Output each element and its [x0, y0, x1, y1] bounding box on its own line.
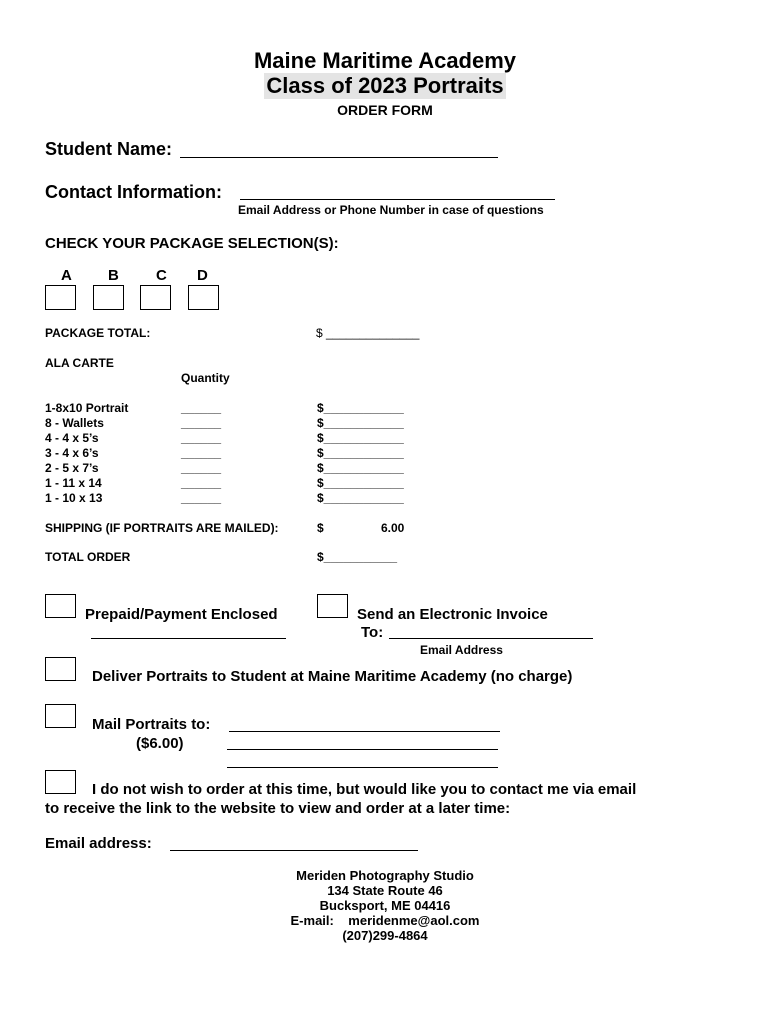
- package-c-label: C: [156, 267, 167, 284]
- contact-info-field[interactable]: [240, 199, 555, 200]
- item-price-field[interactable]: $____________: [317, 431, 404, 445]
- package-c-checkbox[interactable]: [140, 285, 171, 310]
- form-title: Maine Maritime Academy: [253, 48, 517, 73]
- contact-info-label: Contact Information:: [45, 182, 222, 202]
- contact-later-line-2: to receive the link to the website to view and order at a later time:: [45, 800, 511, 817]
- package-b-checkbox[interactable]: [93, 285, 124, 310]
- package-selection-heading: CHECK YOUR PACKAGE SELECTION(S):: [45, 235, 339, 252]
- mail-portraits-label: Mail Portraits to:: [92, 716, 211, 733]
- total-order-label: TOTAL ORDER: [45, 550, 131, 564]
- electronic-invoice-checkbox[interactable]: [317, 594, 348, 618]
- deliver-to-student-label: Deliver Portraits to Student at Maine Maritime Academy (no charge): [92, 668, 573, 685]
- contact-later-line-1: I do not wish to order at this time, but would like you to contact me via email: [92, 781, 637, 798]
- form-subtitle: Class of 2023 Portraits: [266, 73, 504, 98]
- student-name-label: Student Name:: [45, 139, 173, 159]
- prepaid-checkbox[interactable]: [45, 594, 76, 618]
- shipping-label: SHIPPING (IF PORTRAITS ARE MAILED):: [45, 521, 279, 535]
- quantity-header: Quantity: [181, 371, 230, 385]
- prepaid-field[interactable]: [91, 638, 286, 639]
- item-qty-field[interactable]: ______: [181, 491, 222, 505]
- item-label: 3 - 4 x 6’s: [45, 446, 99, 460]
- mail-portraits-checkbox[interactable]: [45, 704, 76, 728]
- item-label: 4 - 4 x 5’s: [45, 431, 99, 445]
- order-form-label: ORDER FORM: [337, 102, 433, 118]
- studio-name: Meriden Photography Studio: [296, 868, 474, 883]
- form-subtitle-wrap: [0, 73, 770, 99]
- mail-fee-label: ($6.00): [136, 735, 184, 752]
- item-price-field[interactable]: $____________: [317, 491, 404, 505]
- invoice-email-hint: Email Address: [420, 643, 503, 657]
- item-qty-field[interactable]: ______: [181, 446, 222, 460]
- item-price-field[interactable]: $____________: [317, 476, 404, 490]
- package-total-label: PACKAGE TOTAL:: [45, 326, 151, 340]
- package-a-checkbox[interactable]: [45, 285, 76, 310]
- prepaid-label: Prepaid/Payment Enclosed: [85, 606, 278, 623]
- student-name-field[interactable]: [180, 157, 498, 158]
- item-qty-field[interactable]: ______: [181, 401, 222, 415]
- item-label: 1-8x10 Portrait: [45, 401, 129, 415]
- contact-info-hint: Email Address or Phone Number in case of questions: [238, 203, 544, 217]
- electronic-invoice-label: Send an Electronic Invoice: [357, 606, 548, 623]
- package-d-checkbox[interactable]: [188, 285, 219, 310]
- email-address-label: Email address:: [45, 835, 152, 852]
- item-price-field[interactable]: $____________: [317, 401, 404, 415]
- item-price-field[interactable]: $____________: [317, 446, 404, 460]
- studio-city: Bucksport, ME 04416: [319, 898, 451, 913]
- mail-address-line-2[interactable]: [227, 749, 498, 750]
- package-d-label: D: [197, 267, 208, 284]
- item-qty-field[interactable]: ______: [181, 416, 222, 430]
- shipping-currency: $: [317, 521, 324, 535]
- studio-email: E-mail: meridenme@aol.com: [290, 913, 480, 928]
- mail-address-line-1[interactable]: [229, 731, 500, 732]
- invoice-to-label: To:: [361, 624, 384, 641]
- item-label: 1 - 10 x 13: [45, 491, 103, 505]
- item-qty-field[interactable]: ______: [181, 431, 222, 445]
- item-label: 2 - 5 x 7’s: [45, 461, 99, 475]
- mail-address-line-3[interactable]: [227, 767, 498, 768]
- ala-carte-heading: ALA CARTE: [45, 356, 114, 370]
- item-qty-field[interactable]: ______: [181, 461, 222, 475]
- item-label: 8 - Wallets: [45, 416, 104, 430]
- email-address-field[interactable]: [170, 850, 418, 851]
- package-total-field[interactable]: $ ______________: [316, 326, 420, 340]
- contact-later-checkbox[interactable]: [45, 770, 76, 794]
- studio-phone: (207)299-4864: [342, 928, 428, 943]
- item-price-field[interactable]: $____________: [317, 461, 404, 475]
- invoice-email-field[interactable]: [389, 638, 593, 639]
- deliver-to-student-checkbox[interactable]: [45, 657, 76, 681]
- package-b-label: B: [108, 267, 119, 284]
- item-label: 1 - 11 x 14: [45, 476, 102, 490]
- item-qty-field[interactable]: ______: [181, 476, 222, 490]
- item-price-field[interactable]: $____________: [317, 416, 404, 430]
- total-order-field[interactable]: $___________: [317, 550, 398, 564]
- package-a-label: A: [61, 267, 72, 284]
- shipping-amount: 6.00: [381, 521, 405, 535]
- studio-street: 134 State Route 46: [327, 883, 443, 898]
